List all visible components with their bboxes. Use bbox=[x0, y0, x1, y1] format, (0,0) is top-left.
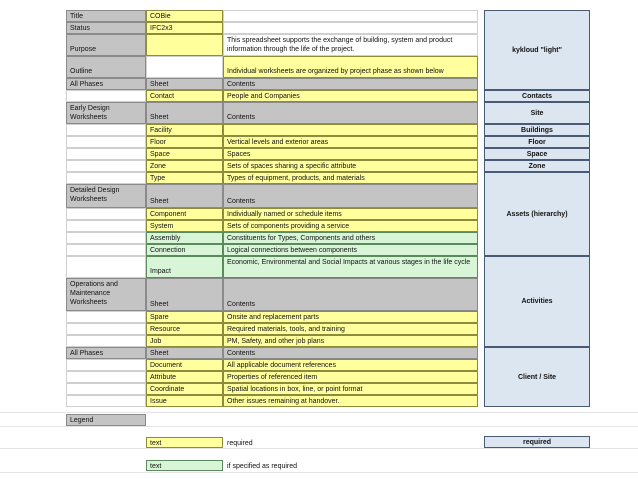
sheet-header-text: Sheet bbox=[150, 301, 169, 308]
contents-document[interactable]: All applicable document references bbox=[223, 359, 478, 371]
sheet-header-text: Sheet bbox=[150, 114, 169, 121]
empty-cell[interactable] bbox=[66, 335, 146, 347]
contents-floor[interactable]: Vertical levels and exterior areas bbox=[223, 136, 478, 148]
empty-cell[interactable] bbox=[66, 359, 146, 371]
all-phases-label[interactable]: All Phases bbox=[66, 78, 146, 90]
contents-header[interactable]: Contents bbox=[223, 78, 478, 90]
operations-label[interactable] bbox=[66, 278, 146, 311]
purpose-description[interactable]: This spreadsheet supports the exchange of building, system and product information through the life of the project. bbox=[223, 34, 478, 56]
operations-label-line2: Maintenance bbox=[70, 290, 111, 297]
panel-zone[interactable] bbox=[484, 160, 590, 172]
empty-cell[interactable] bbox=[66, 160, 146, 172]
panel-required-text: required bbox=[522, 438, 551, 446]
panel-assets-text: Assets (hierarchy) bbox=[506, 210, 568, 218]
empty-cell[interactable] bbox=[66, 148, 146, 160]
sheet-header[interactable]: Sheet bbox=[146, 78, 223, 90]
panel-site[interactable] bbox=[484, 102, 590, 124]
contents-component[interactable]: Individually named or schedule items bbox=[223, 208, 478, 220]
sheet-floor[interactable]: Floor bbox=[146, 136, 223, 148]
contents-assembly[interactable]: Constituents for Types, Components and others bbox=[223, 232, 478, 244]
empty-cell[interactable] bbox=[66, 208, 146, 220]
gridline bbox=[0, 426, 638, 427]
status-value[interactable]: IFC2x3 bbox=[146, 22, 223, 34]
legend-required-text: required bbox=[223, 437, 373, 448]
title-value[interactable]: COBie bbox=[146, 10, 223, 22]
panel-contacts-text: Contacts bbox=[522, 92, 552, 100]
contents-job[interactable]: PM, Safety, and other job plans bbox=[223, 335, 478, 347]
empty-cell[interactable] bbox=[66, 124, 146, 136]
panel-required-box[interactable] bbox=[484, 436, 590, 448]
sheet-coordinate[interactable]: Coordinate bbox=[146, 383, 223, 395]
contents-system[interactable]: Sets of components providing a service bbox=[223, 220, 478, 232]
panel-contacts[interactable] bbox=[484, 90, 590, 102]
contents-header[interactable]: Contents bbox=[223, 347, 478, 359]
outline-label-text: Outline bbox=[70, 68, 93, 75]
contents-header[interactable] bbox=[223, 102, 478, 124]
contents-zone[interactable]: Sets of spaces sharing a specific attribute bbox=[223, 160, 478, 172]
contents-spare[interactable]: Onsite and replacement parts bbox=[223, 311, 478, 323]
empty-cell[interactable] bbox=[66, 383, 146, 395]
contents-header-text: Contents bbox=[227, 301, 256, 308]
early-design-label-line2: Worksheets bbox=[70, 114, 107, 121]
contents-header-text: Contents bbox=[227, 198, 256, 205]
gridline bbox=[0, 448, 638, 449]
empty-cell[interactable] bbox=[66, 232, 146, 244]
empty-cell[interactable] bbox=[66, 311, 146, 323]
panel-buildings-text: Buildings bbox=[521, 126, 553, 134]
panel-buildings[interactable] bbox=[484, 124, 590, 136]
sheet-assembly[interactable]: Assembly bbox=[146, 232, 223, 244]
sheet-job[interactable]: Job bbox=[146, 335, 223, 347]
contents-contact[interactable]: People and Companies bbox=[223, 90, 478, 102]
empty-cell[interactable] bbox=[66, 256, 146, 278]
title-label[interactable]: Title bbox=[66, 10, 146, 22]
sheet-connection[interactable]: Connection bbox=[146, 244, 223, 256]
purpose-label-text: Purpose bbox=[70, 46, 97, 53]
sheet-space[interactable]: Space bbox=[146, 148, 223, 160]
contents-attribute[interactable]: Properties of referenced item bbox=[223, 371, 478, 383]
contents-issue[interactable]: Other issues remaining at handover. bbox=[223, 395, 478, 407]
outline-description-text: Individual worksheets are organized by project phase as shown below bbox=[227, 68, 444, 75]
sheet-header[interactable] bbox=[146, 102, 223, 124]
early-design-label[interactable] bbox=[66, 102, 146, 124]
panel-activities-text: Activities bbox=[521, 298, 553, 305]
detailed-design-label[interactable] bbox=[66, 184, 146, 208]
gridline bbox=[0, 472, 638, 473]
contents-header-text: Contents bbox=[227, 114, 256, 121]
operations-label-line1: Operations and bbox=[70, 281, 118, 288]
sheet-impact[interactable] bbox=[146, 256, 223, 278]
empty-cell[interactable] bbox=[66, 90, 146, 102]
legend-optional-swatch[interactable]: text bbox=[146, 460, 223, 471]
empty-cell[interactable] bbox=[66, 220, 146, 232]
sheet-header[interactable] bbox=[146, 184, 223, 208]
panel-floor-text: Floor bbox=[528, 138, 546, 146]
panel-client-site[interactable] bbox=[484, 347, 590, 407]
legend-required-swatch[interactable]: text bbox=[146, 437, 223, 448]
empty-cell[interactable] bbox=[223, 10, 478, 22]
kykloud-header-text: kykloud "light" bbox=[512, 46, 562, 54]
panel-site-text: Site bbox=[530, 109, 544, 117]
sheet-system[interactable]: System bbox=[146, 220, 223, 232]
panel-floor[interactable] bbox=[484, 136, 590, 148]
sheet-header-text: Sheet bbox=[150, 198, 169, 205]
empty-cell[interactable] bbox=[66, 172, 146, 184]
contents-impact[interactable]: Economic, Environmental and Social Impacts at various stages in the life cycle bbox=[223, 256, 478, 278]
empty-cell[interactable] bbox=[66, 371, 146, 383]
sheet-component[interactable]: Component bbox=[146, 208, 223, 220]
kykloud-header[interactable] bbox=[484, 10, 590, 90]
detailed-design-label-line1: Detailed Design bbox=[70, 187, 120, 194]
sheet-issue[interactable]: Issue bbox=[146, 395, 223, 407]
panel-space[interactable] bbox=[484, 148, 590, 160]
contents-coordinate[interactable]: Spatial locations in box, line, or point format bbox=[223, 383, 478, 395]
sheet-impact-text: Impact bbox=[150, 268, 172, 275]
sheet-type[interactable]: Type bbox=[146, 172, 223, 184]
panel-zone-text: Zone bbox=[528, 162, 546, 170]
sheet-header[interactable]: Sheet bbox=[146, 347, 223, 359]
outline-label[interactable] bbox=[66, 56, 146, 78]
operations-label-line3: Worksheets bbox=[70, 299, 107, 306]
contents-resource[interactable]: Required materials, tools, and training bbox=[223, 323, 478, 335]
purpose-label[interactable] bbox=[66, 34, 146, 56]
sheet-resource[interactable]: Resource bbox=[146, 323, 223, 335]
sheet-document[interactable]: Document bbox=[146, 359, 223, 371]
empty-cell[interactable] bbox=[66, 323, 146, 335]
empty-cell[interactable] bbox=[66, 244, 146, 256]
early-design-label-line1: Early Design bbox=[70, 105, 110, 112]
contents-type[interactable]: Types of equipment, products, and materials bbox=[223, 172, 478, 184]
panel-assets[interactable] bbox=[484, 172, 590, 256]
panel-activities[interactable] bbox=[484, 256, 590, 347]
outline-description[interactable] bbox=[223, 56, 478, 78]
legend-label[interactable]: Legend bbox=[66, 414, 146, 426]
sheet-facility[interactable]: Facility bbox=[146, 124, 223, 136]
panel-space-text: Space bbox=[526, 150, 548, 158]
sheet-zone[interactable]: Zone bbox=[146, 160, 223, 172]
all-phases-label[interactable]: All Phases bbox=[66, 347, 146, 359]
panel-client-site-text: Client / Site bbox=[517, 373, 557, 381]
contents-space[interactable]: Spaces bbox=[223, 148, 478, 160]
sheet-spare[interactable]: Spare bbox=[146, 311, 223, 323]
empty-cell[interactable] bbox=[223, 22, 478, 34]
contents-header[interactable] bbox=[223, 184, 478, 208]
detailed-design-label-line2: Worksheets bbox=[70, 196, 107, 203]
legend-optional-text: if specified as required bbox=[223, 460, 373, 471]
contents-facility[interactable] bbox=[223, 124, 478, 136]
purpose-value[interactable] bbox=[146, 34, 223, 56]
sheet-attribute[interactable]: Attribute bbox=[146, 371, 223, 383]
empty-cell[interactable] bbox=[146, 56, 223, 78]
gridline bbox=[0, 412, 638, 413]
empty-cell[interactable] bbox=[66, 395, 146, 407]
contents-connection[interactable]: Logical connections between components bbox=[223, 244, 478, 256]
sheet-contact[interactable]: Contact bbox=[146, 90, 223, 102]
status-label[interactable]: Status bbox=[66, 22, 146, 34]
sheet-header[interactable] bbox=[146, 278, 223, 311]
contents-header[interactable] bbox=[223, 278, 478, 311]
empty-cell[interactable] bbox=[66, 136, 146, 148]
